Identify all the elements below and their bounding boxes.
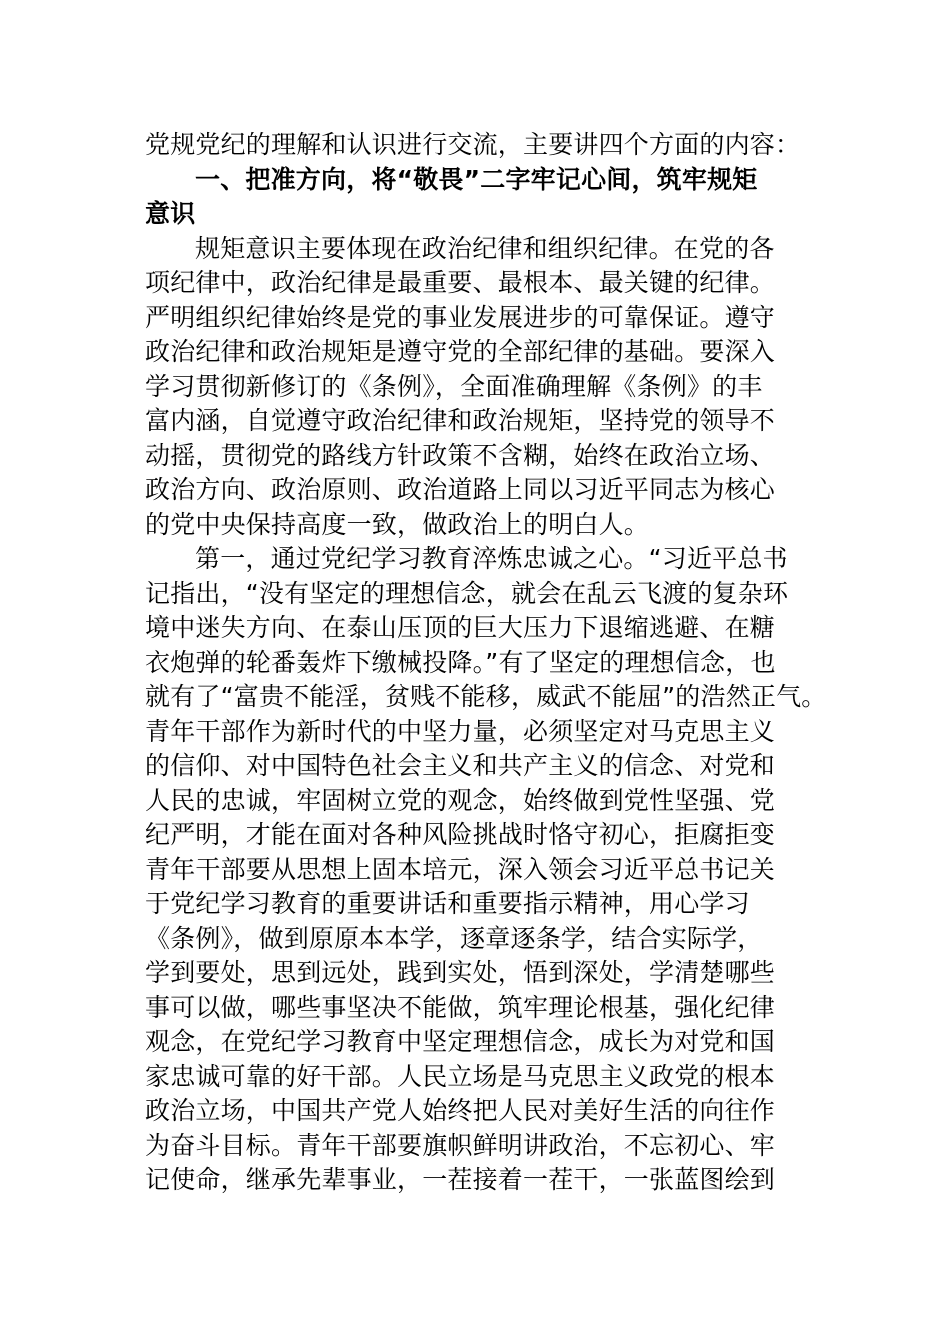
text-line: 党规党纪的理解和认识进行交流，主要讲四个方面的内容： [145,130,801,159]
text-line: 记使命，继承先辈事业，一茬接着一茬干，一张蓝图绘到 [145,1165,776,1194]
text-line: 为奋斗目标。青年干部要旗帜鲜明讲政治，不忘初心、牢 [145,1130,776,1160]
text-line: 青年干部作为新时代的中坚力量，必须坚定对马克思主义 [145,716,776,746]
text-line: 的党中央保持高度一致，做政治上的明白人。 [145,509,650,539]
section-heading: 一、把准方向，将“敬畏”二字牢记心间，筑牢规矩 [195,164,758,194]
text-line: 人民的忠诚，牢固树立党的观念，始终做到党性坚强、党 [145,785,776,815]
text-line: 富内涵，自觉遵守政治纪律和政治规矩，坚持党的领导不 [145,406,776,435]
text-line: 学到要处，思到远处，践到实处，悟到深处，学清楚哪些 [145,958,776,987]
document-body [145,128,827,1198]
text-line: 记指出，“没有坚定的理想信念，就会在乱云飞渡的复杂环 [145,578,789,608]
text-line: 衣炮弹的轮番轰炸下缴械投降。”有了坚定的理想信念，也 [145,647,776,677]
text-line: 政治立场，中国共产党人始终把人民对美好生活的向往作 [145,1096,776,1125]
text-line: 境中迷失方向、在泰山压顶的巨大压力下退缩逃避、在糖 [145,613,776,642]
text-line: 严明组织纪律始终是党的事业发展进步的可靠保证。遵守 [145,302,776,332]
text-line: 项纪律中，政治纪律是最重要、最根本、最关键的纪律。 [145,268,776,297]
text-line: 纪严明，才能在面对各种风险挑战时恪守初心，拒腐拒变 [145,820,776,849]
text-line: 观念，在党纪学习教育中坚定理想信念，成长为对党和国 [145,1027,776,1056]
text-line: 的信仰、对中国特色社会主义和共产主义的信念、对党和 [145,751,776,780]
text-line: 于党纪学习教育的重要讲话和重要指示精神，用心学习 [145,889,750,918]
paragraph-start: 规矩意识主要体现在政治纪律和组织纪律。在党的各 [195,233,775,263]
text-line: 政治方向、政治原则、政治道路上同以习近平同志为核心 [145,475,776,504]
text-line: 事可以做，哪些事坚决不能做，筑牢理论根基，强化纪律 [145,992,776,1022]
text-line: 青年干部要从思想上固本培元，深入领会习近平总书记关 [145,854,776,884]
paragraph-start: 第一，通过党纪学习教育淬炼忠诚之心。“习近平总书 [195,544,788,573]
text-line: 家忠诚可靠的好干部。人民立场是马克思主义政党的根本 [145,1061,776,1091]
text-line: 《条例》，做到原原本本学，逐章逐条学，结合实际学， [145,923,763,953]
text-line: 政治纪律和政治规矩是遵守党的全部纪律的基础。要深入 [145,337,776,366]
section-heading-continued: 意识 [145,199,196,228]
text-line: 就有了“富贵不能淫，贫贱不能移，威武不能屈”的浩然正气。 [145,682,827,711]
text-line: 学习贯彻新修订的《条例》，全面准确理解《条例》的丰 [145,371,763,401]
text-line: 动摇，贯彻党的路线方针政策不含糊，始终在政治立场、 [145,440,776,470]
